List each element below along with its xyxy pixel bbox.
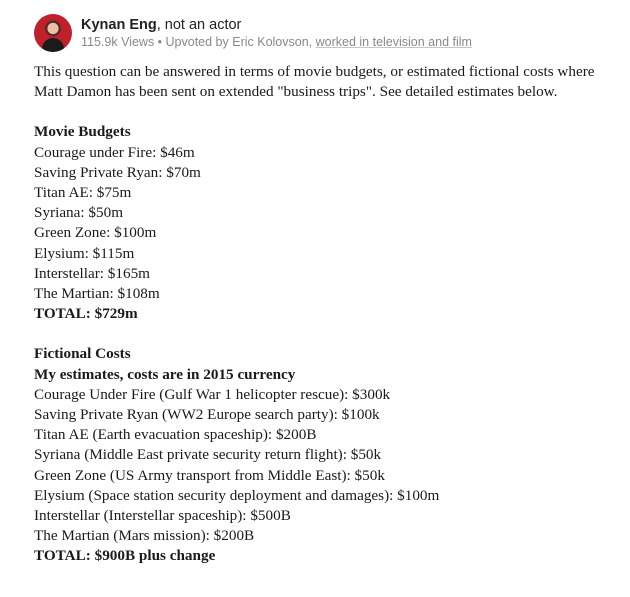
budget-item: Elysium: $115m: [34, 244, 135, 262]
paragraph-spacer: [34, 324, 614, 344]
fictional-costs-heading: Fictional Costs: [34, 345, 131, 363]
budget-item: Green Zone: $100m: [34, 224, 157, 242]
budget-item: Saving Private Ryan: $70m: [34, 163, 201, 181]
cost-item: Syriana (Middle East private security return flight): $50k: [34, 446, 382, 464]
author-credential: , not an actor: [156, 16, 242, 33]
upvoter-credential-link[interactable]: worked in television and film: [315, 34, 472, 49]
cost-total: TOTAL: $900B plus change: [34, 547, 216, 565]
author-name-link[interactable]: Kynan Eng: [81, 16, 157, 33]
upvoted-by: Upvoted by Eric Kolovson,: [165, 34, 313, 49]
author-meta: [81, 16, 472, 51]
answer-header: [34, 12, 614, 54]
cost-item: Titan AE (Earth evacuation spaceship): $200B: [34, 426, 317, 444]
cost-item: Elysium (Space station security deployment and damages): $100m: [34, 486, 440, 504]
answer-card: [34, 12, 614, 567]
budget-item: Titan AE: $75m: [34, 184, 132, 202]
budget-item: Courage under Fire: $46m: [34, 143, 195, 161]
answer-stats: [81, 34, 472, 51]
cost-item: Courage Under Fire (Gulf War 1 helicopter rescue): $300k: [34, 385, 391, 403]
paragraph-spacer: [34, 102, 614, 122]
cost-item: Saving Private Ryan (WW2 Europe search party): $100k: [34, 406, 380, 424]
answer-intro: This question can be answered in terms of movie budgets, or estimated fictional costs where Matt Damon has been sent on extended "business trips". See detailed estimates below.: [34, 63, 595, 101]
budget-item: Syriana: $50m: [34, 204, 124, 222]
author-avatar[interactable]: [34, 14, 72, 52]
answer-body: [34, 62, 614, 567]
cost-item: Interstellar (Interstellar spaceship): $500B: [34, 507, 291, 525]
cost-item: Green Zone (US Army transport from Middle East): $50k: [34, 466, 385, 484]
cost-item: The Martian (Mars mission): $200B: [34, 527, 255, 545]
movie-budgets-heading: Movie Budgets: [34, 123, 131, 141]
fictional-costs-subheading: My estimates, costs are in 2015 currency: [34, 365, 296, 383]
budget-item: The Martian: $108m: [34, 285, 160, 303]
budget-item: Interstellar: $165m: [34, 264, 150, 282]
author-line: [81, 16, 472, 34]
view-count: 115.9k Views: [81, 34, 155, 49]
budget-total: TOTAL: $729m: [34, 305, 138, 323]
stats-separator: •: [154, 34, 166, 49]
